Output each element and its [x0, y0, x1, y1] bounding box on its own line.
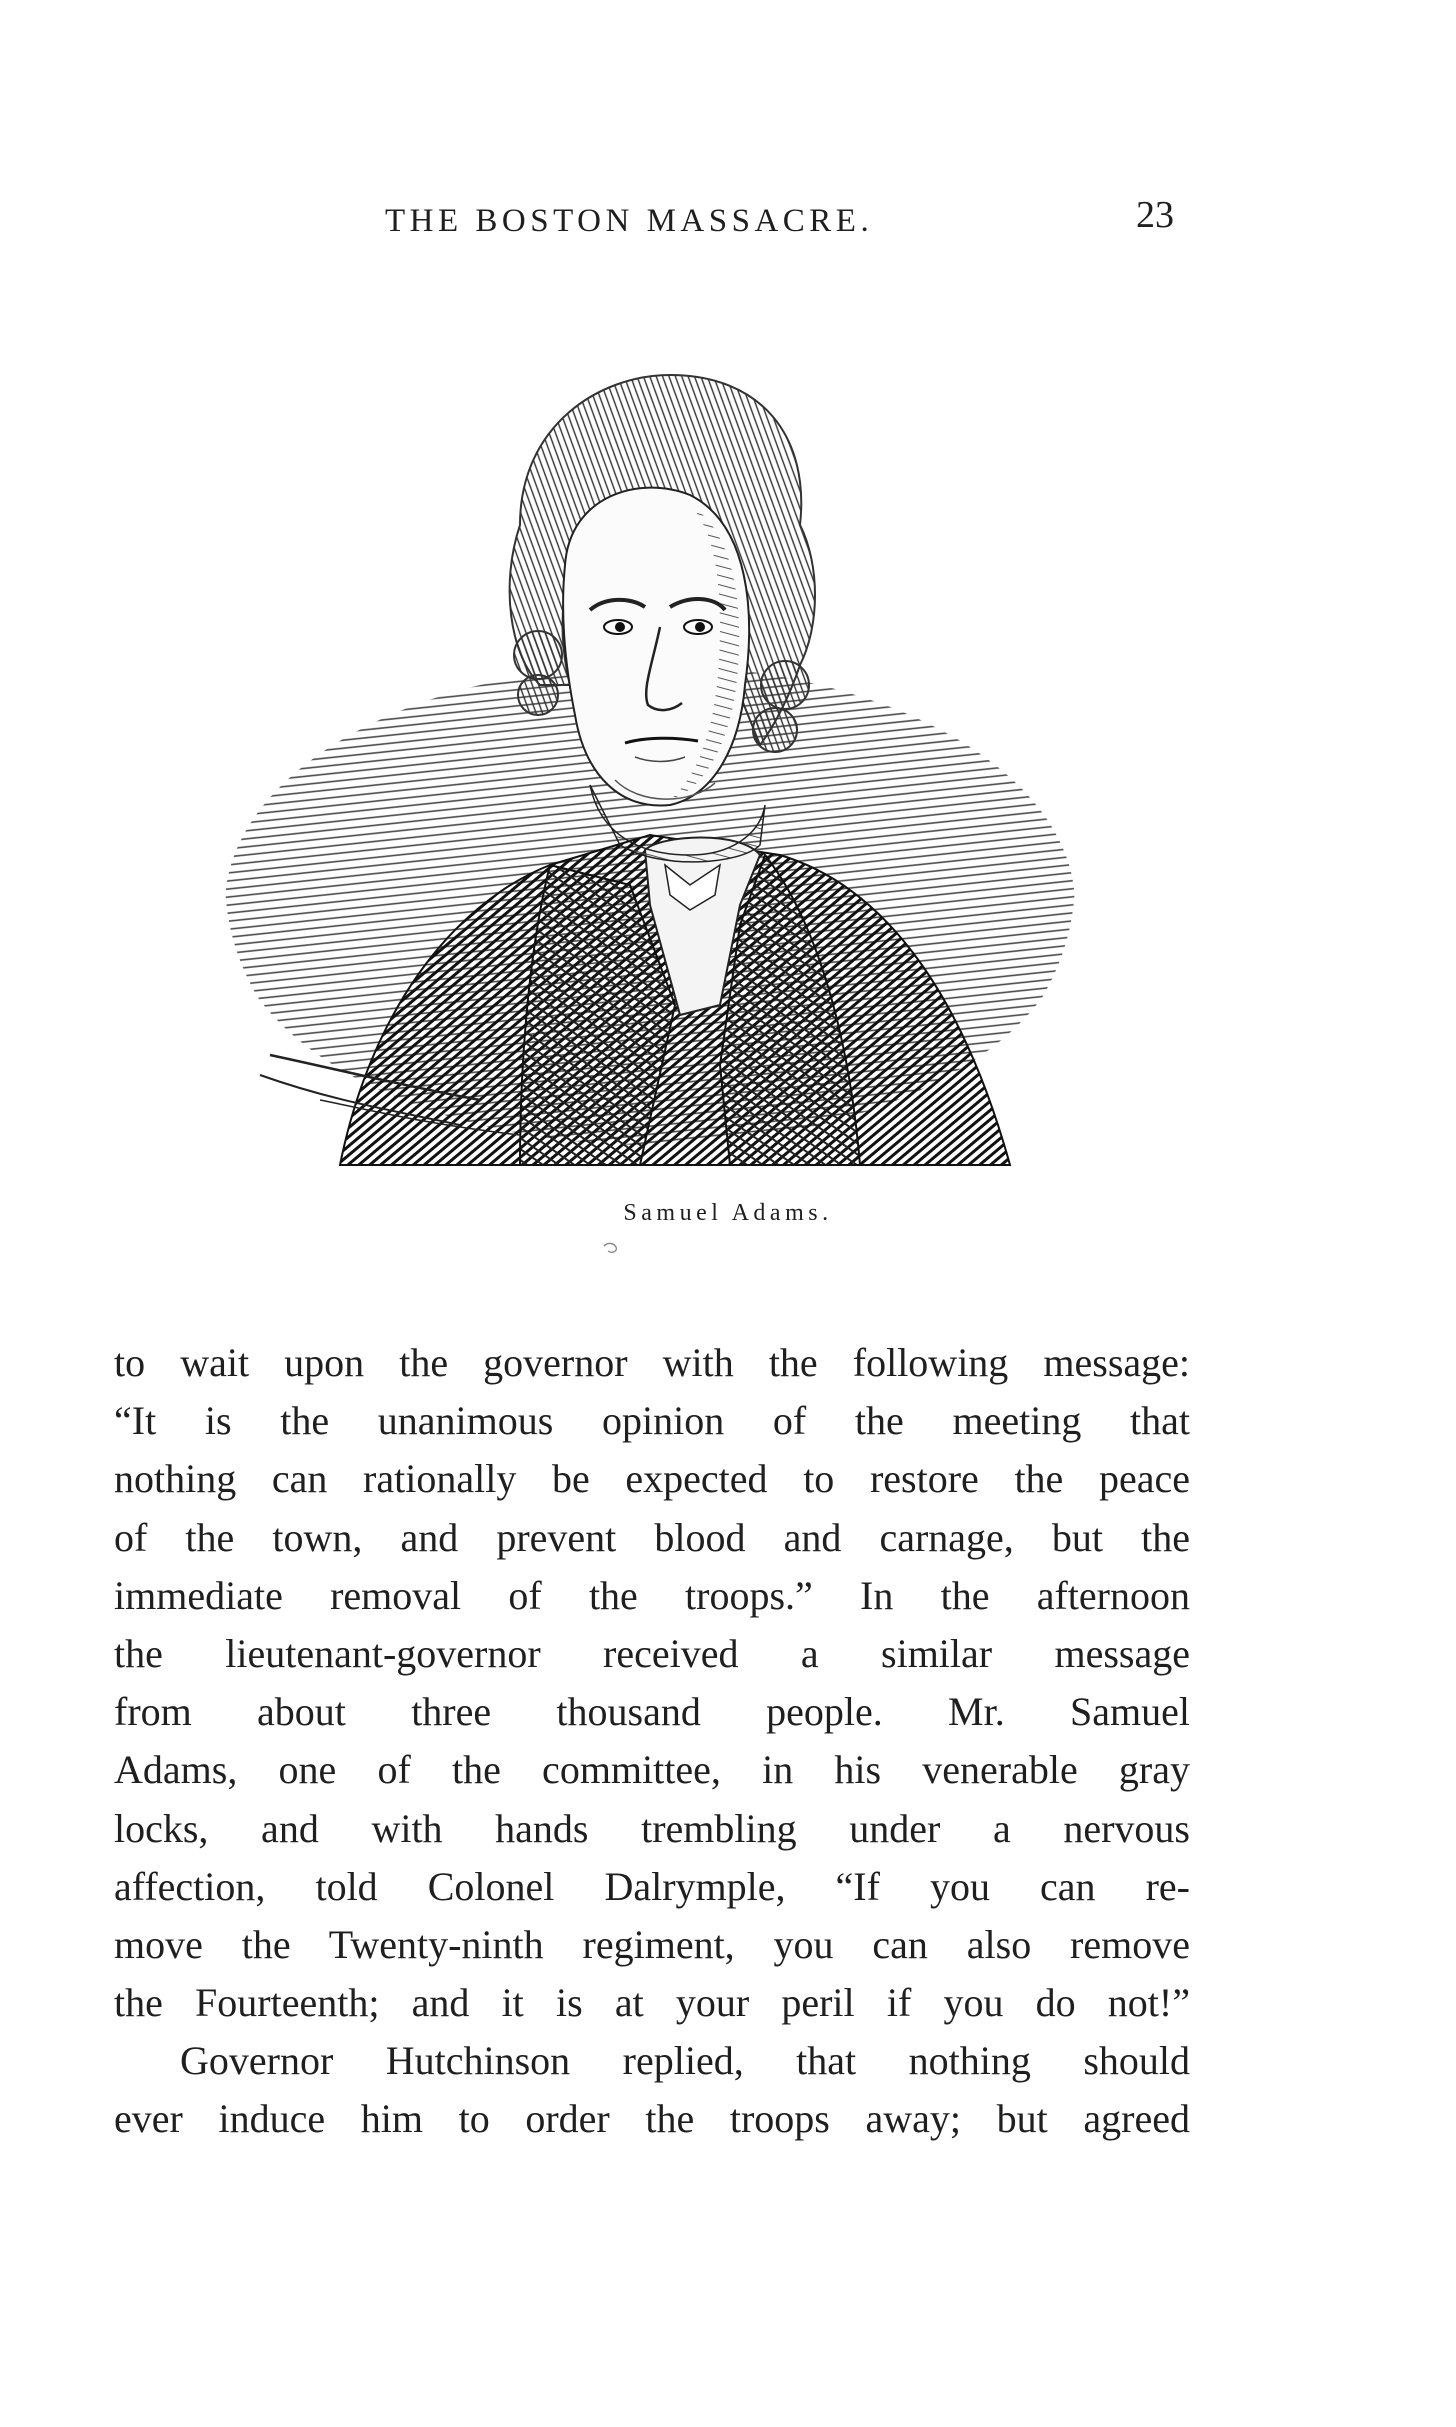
- portrait-engraving: [220, 365, 1080, 1185]
- text-line: Adams, one of the committee, in his venerable gray: [114, 1747, 1190, 1793]
- text-line: the Fourteenth; and it is at your peril if you do not!”: [114, 1980, 1190, 2026]
- text-line: affection, told Colonel Dalrymple, “If you can re-: [114, 1863, 1190, 1909]
- text-line: nothing can rationally be expected to restore the peace: [114, 1456, 1190, 1502]
- figure-caption: Samuel Adams.: [623, 1200, 833, 1226]
- text-line: ever induce him to order the troops away; but agreed: [114, 2096, 1190, 2142]
- paragraph-start-line: Governor Hutchinson replied, that nothing should: [180, 2038, 1190, 2084]
- page-number: 23: [1136, 194, 1174, 236]
- running-title: THE BOSTON MASSACRE.: [385, 203, 874, 239]
- text-line: the lieutenant-governor received a similar message: [114, 1630, 1190, 1676]
- text-line: immediate removal of the troops.” In the afternoon: [114, 1572, 1190, 1618]
- text-line: locks, and with hands trembling under a nervous: [114, 1805, 1190, 1851]
- text-line: to wait upon the governor with the following message:: [114, 1340, 1190, 1385]
- text-line: of the town, and prevent blood and carnage, but the: [114, 1514, 1190, 1560]
- text-line: from about three thousand people. Mr. Samuel: [114, 1689, 1190, 1735]
- body-text: [114, 1334, 1190, 2149]
- ornament-mark: [600, 1240, 624, 1258]
- text-line: “It is the unanimous opinion of the meeting that: [114, 1398, 1190, 1444]
- running-head: [0, 196, 1456, 246]
- text-line: move the Twenty-ninth regiment, you can also remove: [114, 1921, 1190, 1967]
